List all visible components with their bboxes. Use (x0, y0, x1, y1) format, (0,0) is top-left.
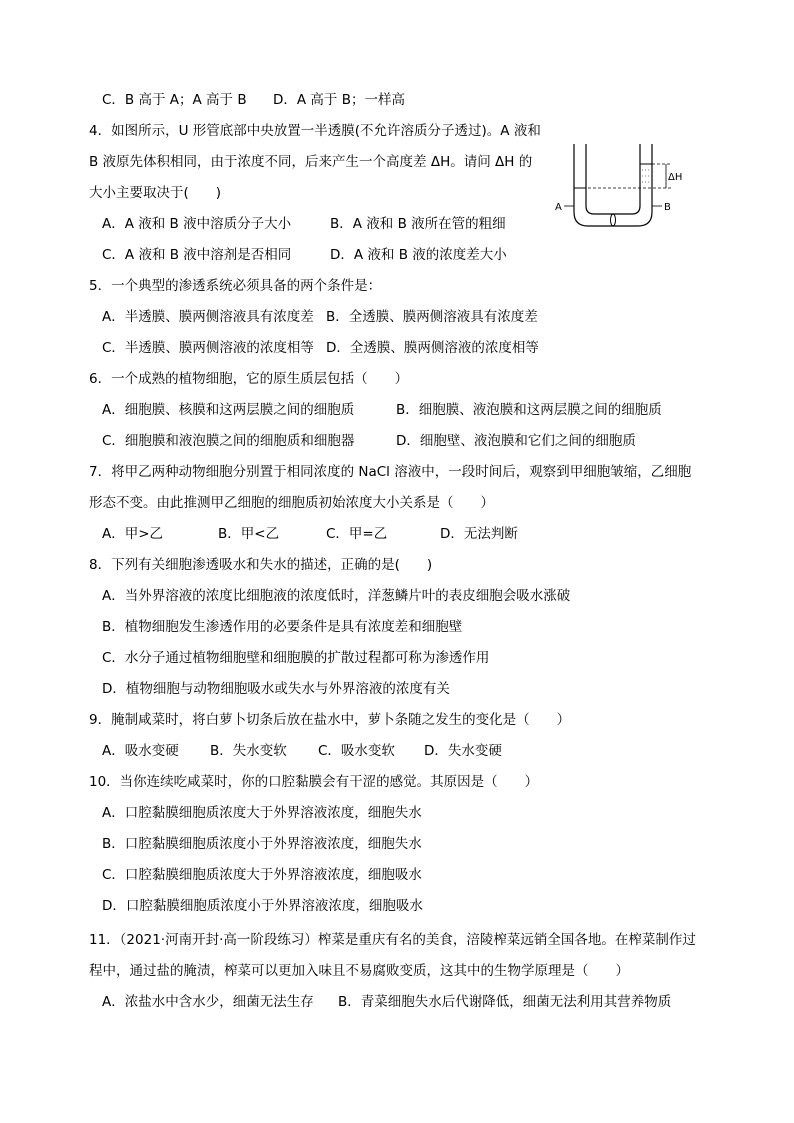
q8-option-d: D．植物细胞与动物细胞吸水或失水与外界溶液的浓度有关 (102, 681, 450, 697)
q6-option-c: C．细胞膜和液泡膜之间的细胞质和细胞器 (102, 433, 355, 449)
q4-stem-line2: B 液原先体积相同，由于浓度不同，后来产生一个高度差 ΔH。请问 ΔH 的 (89, 154, 533, 170)
q11-stem-line1: 11．（2021·河南开封·高一阶段练习）榨菜是重庆有名的美食，涪陵榨菜远销全国各地。在榨菜制作过 (89, 932, 696, 948)
q6-option-a: A．细胞膜、核膜和这两层膜之间的细胞质 (102, 402, 355, 418)
q4-stem-line3: 大小主要取决于( ) (89, 185, 222, 201)
q4-option-c: C．A 液和 B 液中溶剂是否相同 (102, 247, 292, 263)
q9-option-d: D．失水变硬 (424, 743, 502, 759)
q7-option-d: D．无法判断 (440, 526, 518, 542)
q7-option-b: B．甲<乙 (218, 526, 280, 542)
q4-option-b: B．A 液和 B 液所在管的粗细 (330, 216, 506, 232)
q7-option-a: A．甲>乙 (102, 526, 164, 542)
q11-stem-line2: 程中，通过盐的腌渍，榨菜可以更加入味且不易腐败变质，这其中的生物学原理是（ ） (89, 963, 629, 979)
q8-stem: 8．下列有关细胞渗透吸水和失水的描述，正确的是( ) (89, 557, 433, 573)
q5-option-c: C．半透膜、膜两侧溶液的浓度相等 (102, 340, 314, 356)
q6-option-b: B．细胞膜、液泡膜和这两层膜之间的细胞质 (396, 402, 662, 418)
q9-option-b: B．失水变软 (210, 743, 287, 759)
q7-option-c: C．甲=乙 (326, 526, 388, 542)
q7-stem-line1: 7．将甲乙两种动物细胞分别置于相同浓度的 NaCl 溶液中，一段时间后，观察到甲细胞皱缩，乙细胞 (89, 464, 692, 480)
q7-stem-line2: 形态不变。由此推测甲乙细胞的细胞质初始浓度大小关系是（ ） (89, 495, 494, 511)
q10-option-c: C．口腔黏膜细胞质浓度大于外界溶液浓度，细胞吸水 (102, 867, 422, 883)
label-a: A (555, 202, 562, 213)
q8-option-c: C．水分子通过植物细胞壁和细胞膜的扩散过程都可称为渗透作用 (102, 650, 490, 666)
delta-h-label: ΔH (668, 172, 683, 183)
label-b: B (664, 202, 671, 213)
q10-stem: 10．当你连续吃咸菜时，你的口腔黏膜会有干涩的感觉。其原因是（ ） (89, 774, 539, 790)
q11-option-a: A．浓盐水中含水少，细菌无法生存 (102, 994, 314, 1010)
q9-option-a: A．吸水变硬 (102, 743, 179, 759)
q5-option-d: D．全透膜、膜两侧溶液的浓度相等 (326, 340, 539, 356)
q3-option-c: C．B 高于 A；A 高于 B (102, 92, 247, 108)
q6-stem: 6．一个成熟的植物细胞，它的原生质层包括（ ） (89, 371, 409, 387)
q9-stem: 9．腌制咸菜时，将白萝卜切条后放在盐水中，萝卜条随之发生的变化是（ ） (89, 712, 571, 728)
q6-option-d: D．细胞壁、液泡膜和它们之间的细胞质 (396, 433, 636, 449)
q4-option-a: A．A 液和 B 液中溶质分子大小 (102, 216, 292, 232)
q4-option-d: D．A 液和 B 液的浓度差大小 (330, 247, 507, 263)
q8-option-a: A．当外界溶液的浓度比细胞液的浓度低时，洋葱鳞片叶的表皮细胞会吸水涨破 (102, 588, 571, 604)
q5-option-a: A．半透膜、膜两侧溶液具有浓度差 (102, 309, 314, 325)
q10-option-d: D．口腔黏膜细胞质浓度小于外界溶液浓度，细胞吸水 (102, 898, 423, 914)
q11-option-b: B．青菜细胞失水后代谢降低，细菌无法利用其营养物质 (338, 994, 672, 1010)
q10-option-a: A．口腔黏膜细胞质浓度大于外界溶液浓度，细胞失水 (102, 805, 422, 821)
q4-stem-line1: 4．如图所示，U 形管底部中央放置一半透膜(不允许溶质分子透过)。A 液和 (89, 123, 541, 139)
q8-option-b: B．植物细胞发生渗透作用的必要条件是具有浓度差和细胞壁 (102, 619, 463, 635)
q5-stem: 5．一个典型的渗透系统必须具备的两个条件是： (89, 278, 382, 294)
q3-option-d: D．A 高于 B；一样高 (273, 92, 405, 108)
q9-option-c: C．吸水变软 (318, 743, 395, 759)
u-tube-figure (552, 140, 692, 232)
q10-option-b: B．口腔黏膜细胞质浓度小于外界溶液浓度，细胞失水 (102, 836, 422, 852)
q5-option-b: B．全透膜、膜两侧溶液具有浓度差 (326, 309, 538, 325)
